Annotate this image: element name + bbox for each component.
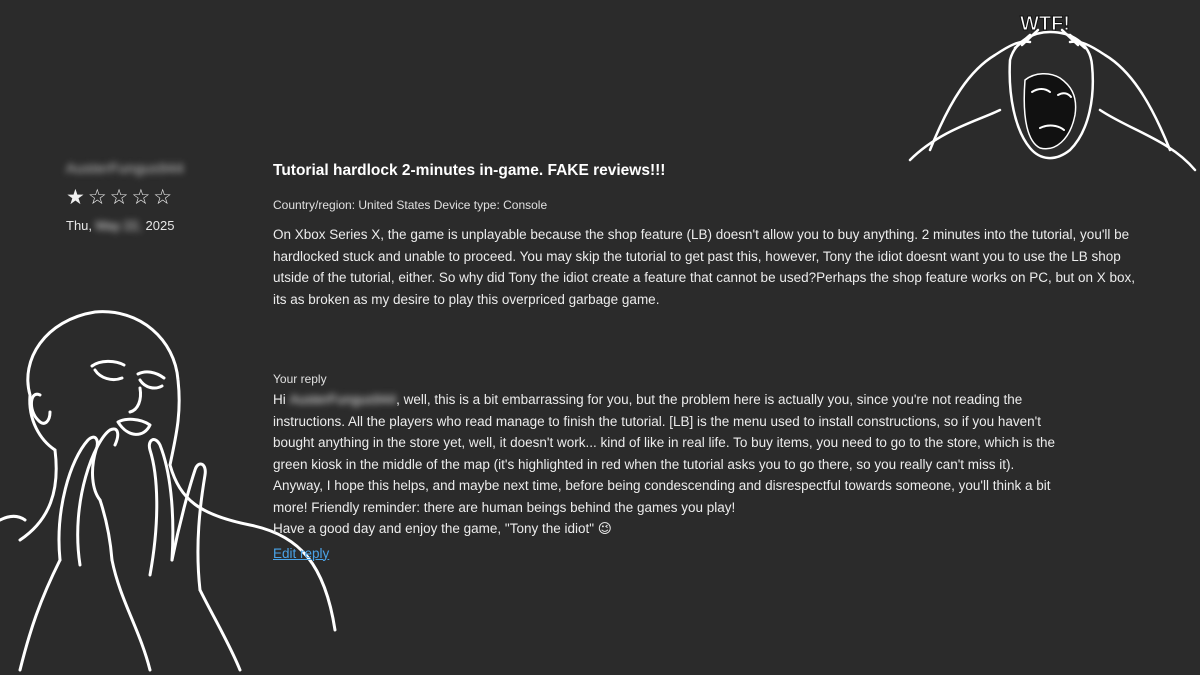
edit-reply-link[interactable]: Edit reply [273, 545, 330, 561]
reply-greeting: Hi [273, 392, 286, 407]
review-meta: Country/region: United States Device type: Console [273, 198, 548, 212]
reviewer-info [66, 160, 256, 233]
reply-line: instructions. All the players who read manage to finish the tutorial. [LB] is the menu used to install constructions, so if you haven't [273, 413, 1041, 429]
reply-label: Your reply [273, 372, 327, 386]
review-date-year: 2025 [145, 218, 175, 233]
reply-line: green kiosk in the middle of the map (it's highlighted in red when the tutorial asks you to go there, so you really can't miss it). [273, 456, 1015, 472]
wtf-text: WTF! [1020, 13, 1070, 35]
reply-recipient-name: AusterFungus944 [289, 392, 397, 407]
reply-line: Have a good day and enjoy the game, "Tony the idiot" 😉 [273, 521, 612, 536]
reply-line: bought anything in the store yet, well, it doesn't work... kind of like in real life. To buy items, you need to go to the store, which is the [273, 435, 1056, 450]
review-title: Tutorial hardlock 2-minutes in-game. FAKE reviews!!! [273, 162, 666, 179]
review-date [66, 218, 256, 233]
review-date-weekday: Thu, [66, 218, 93, 233]
star-rating: ★☆☆☆☆ [66, 186, 176, 209]
review-body: On Xbox Series X, the game is unplayable because the shop feature (LB) doesn't allow you to buy anything. 2 minutes into the tutorial, you'll be hardlocked stuck and unable to proceed. You may skip the tutorial to get past this, however, Tony the idiot doesnt want you to use the LB shop utside of the tutorial, either. So why did Tony the idiot create a feature that cannot be used?Perhaps the shop feature works on PC, but on X box, its as broken as my desire to play this overpriced garbage game. [273, 227, 1136, 307]
reply-line-text: , well, this is a bit embarrassing for you, but the problem here is actually you, since you're not reading the [396, 392, 1023, 407]
developer-reply [273, 372, 1153, 563]
reply-line: Anyway, I hope this helps, and maybe next time, before being condescending and disrespectful towards someone, you'll think a bit [273, 478, 1051, 493]
reply-line: more! Friendly reminder: there are human beings behind the games you play! [273, 499, 736, 515]
review-date-hidden: May 22, [95, 218, 142, 233]
reviewer-username: AusterFungus944 [66, 160, 185, 176]
reply-text [273, 389, 1153, 540]
reply-line [273, 389, 1153, 411]
review-content [273, 160, 1153, 310]
